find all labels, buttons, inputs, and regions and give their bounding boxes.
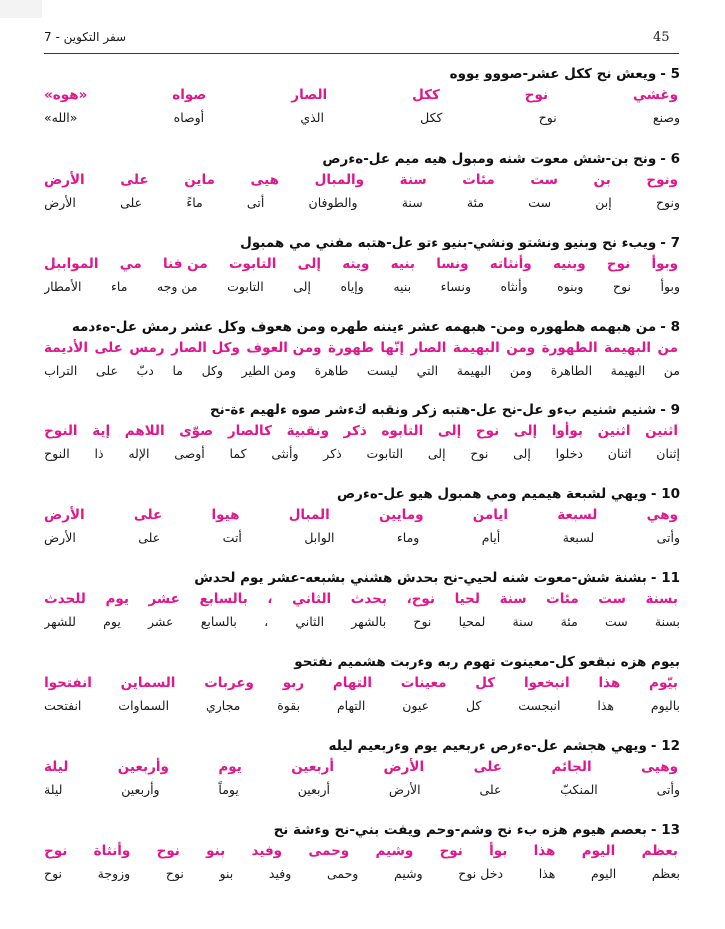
verse-number: 7 -: [660, 235, 680, 251]
gloss-word: انبجست: [518, 697, 561, 713]
arabic-row: [44, 253, 680, 275]
arabic-word: التابوت: [228, 256, 277, 272]
arabic-word: ونسا: [436, 256, 469, 272]
arabic-word: إلى: [297, 256, 321, 272]
arabic-word: اليوم: [581, 843, 616, 859]
arabic-word: معينات: [400, 675, 447, 691]
verse-number: 11 -: [650, 570, 680, 586]
arabic-row: [44, 420, 680, 442]
gloss-word: التراب: [44, 362, 78, 378]
gloss-word: بنو: [219, 865, 234, 881]
gloss-word: ماء: [111, 278, 128, 294]
arabic-word: كل: [475, 675, 496, 691]
arabic-word: وعربات: [204, 675, 254, 691]
gloss-word: النوح: [44, 445, 70, 461]
arabic-word: ذكر: [343, 423, 367, 439]
verse-section: [44, 317, 680, 381]
verse-section: [44, 736, 680, 800]
gloss-word: مئة: [560, 613, 578, 629]
arabic-word: الجائم: [551, 759, 592, 775]
arabic-word: التهام: [332, 675, 372, 691]
gloss-word: أربعين: [297, 781, 331, 797]
gloss-word: مئة: [466, 194, 485, 210]
verse-section: [44, 820, 680, 884]
arabic-word: هيوا: [211, 507, 240, 523]
arabic-word: الأديمة: [44, 340, 88, 356]
arabic-word: بسنة: [645, 591, 678, 607]
gloss-row: [44, 778, 680, 800]
gloss-word: أتت: [222, 529, 242, 545]
gloss-word: الثاني: [295, 613, 325, 629]
arabic-word: ويته: [342, 256, 370, 272]
gloss-word: أيام: [481, 529, 501, 545]
arabic-word: النوح: [44, 423, 78, 439]
arabic-word: للحدث: [44, 591, 86, 607]
arabic-word: وهي: [646, 507, 678, 523]
arabic-word: يوم: [105, 591, 129, 607]
arabic-word: بوأ: [489, 843, 508, 859]
verse-number: 9 -: [660, 402, 680, 418]
gloss-word: الأرض: [44, 194, 76, 210]
header-rule: [44, 53, 679, 54]
gloss-word: اثنان: [607, 445, 632, 461]
arabic-word: سنة: [399, 172, 427, 188]
arabic-row: [44, 672, 680, 694]
arabic-word: بنو: [206, 843, 226, 859]
arabic-word: الصار: [291, 87, 328, 103]
transliteration-text: ويبء نح وبنيو ونشتو ونشي-بنيو ءتو عل-هتبه مفني مي همبول: [240, 235, 657, 251]
gloss-word: ونساء: [440, 278, 471, 294]
arabic-row: [44, 588, 680, 610]
gloss-word: ذكر: [323, 445, 342, 461]
gloss-word: بسنة: [654, 613, 680, 629]
arabic-word: «هوه»: [44, 87, 88, 103]
arabic-word: اللاهم: [124, 423, 165, 439]
gloss-word: ليست: [367, 362, 399, 378]
scan-corner-mark: [0, 0, 42, 18]
gloss-word: انفتحت: [44, 697, 82, 713]
transliteration-text: ويهي لشبعة هيميم ومي همبول هيو عل-هءرص: [336, 486, 647, 502]
gloss-word: أوصاه: [173, 109, 205, 125]
arabic-word: نوح: [439, 843, 463, 859]
gloss-word: ذا: [94, 445, 104, 461]
gloss-word: وأنثى: [271, 445, 299, 461]
gloss-word: بنيه: [393, 278, 412, 294]
running-header: سفر التكوين - 7: [44, 30, 127, 44]
gloss-word: دبّ: [136, 362, 154, 378]
arabic-word: مئات: [462, 172, 495, 188]
gloss-word: الوابل: [304, 529, 335, 545]
gloss-word: التابوت: [227, 278, 264, 294]
gloss-word: وبنوه: [557, 278, 584, 294]
gloss-word: الأرض: [388, 781, 421, 797]
gloss-word: وإياه: [340, 278, 364, 294]
arabic-word: سنة: [499, 591, 527, 607]
gloss-row: [44, 610, 680, 632]
arabic-word: التابوه: [381, 423, 424, 439]
arabic-word: نوح: [606, 256, 631, 272]
transliteration-text: شنيم شنيم بءو عل-نح عل-هتبه زكر ونقبه كءشر صوه ءلهيم ءة-نح: [209, 402, 657, 418]
gloss-word: السماوات: [118, 697, 170, 713]
gloss-word: وبوأ: [660, 278, 680, 294]
gloss-word: بعظم: [651, 865, 680, 881]
verse-section: [44, 233, 680, 297]
verse-section: [44, 652, 680, 716]
arabic-word: ست: [530, 172, 558, 188]
transliteration-text: بعصم هيوم هزه بء نح وشم-وحم ويفت بني-نح وءشة نح: [273, 822, 647, 838]
verse-section: [44, 568, 680, 632]
gloss-word: كما: [229, 445, 247, 461]
arabic-word: الصار: [410, 340, 447, 356]
gloss-word: ونوح: [655, 194, 680, 210]
arabic-word: وشيم: [375, 843, 414, 859]
gloss-word: إبن: [595, 194, 612, 210]
arabic-row: [44, 337, 680, 359]
gloss-word: البهيمة: [610, 362, 646, 378]
arabic-word: وحمى: [308, 843, 350, 859]
transliteration-line: [44, 652, 680, 672]
gloss-word: إلى: [513, 445, 531, 461]
gloss-row: [44, 526, 680, 548]
arabic-word: أربعين: [291, 759, 335, 775]
gloss-word: إلى: [427, 445, 446, 461]
gloss-word: وفيد: [268, 865, 292, 881]
gloss-word: التي: [416, 362, 439, 378]
verse-number: 13 -: [650, 822, 680, 838]
gloss-word: ككل: [420, 109, 443, 125]
verse-section: [44, 149, 680, 213]
arabic-word: مي: [119, 256, 142, 272]
page-number: 45: [653, 30, 670, 45]
arabic-word: الأرض: [383, 759, 425, 775]
transliteration-text: ويعش نح ككل عشر-صووو يووه: [449, 66, 657, 82]
gloss-word: ما: [172, 362, 183, 378]
gloss-word: باليوم: [650, 697, 680, 713]
gloss-word: هذا: [597, 697, 615, 713]
transliteration-line: [44, 317, 680, 337]
arabic-word: البهيمة: [452, 340, 500, 356]
arabic-word: وغشي: [632, 87, 678, 103]
arabic-word: ومن: [506, 340, 536, 356]
arabic-row: [44, 840, 680, 862]
gloss-word: بقوة: [277, 697, 301, 713]
gloss-word: ست: [604, 613, 628, 629]
gloss-row: [44, 862, 680, 884]
arabic-word: طهورة: [327, 340, 374, 356]
arabic-word: نوح: [156, 843, 180, 859]
gloss-word: يوم: [103, 613, 121, 629]
gloss-word: ماءً: [186, 194, 203, 210]
arabic-word: ومايين: [378, 507, 424, 523]
gloss-word: على: [138, 529, 161, 545]
gloss-word: عيون: [402, 697, 430, 713]
arabic-word: بالسابع: [199, 591, 248, 607]
gloss-word: ،: [264, 613, 269, 629]
arabic-word: اثنين: [645, 423, 678, 439]
arabic-word: ونوح: [646, 172, 678, 188]
transliteration-line: [44, 149, 680, 169]
gloss-row: [44, 275, 680, 297]
arabic-word: الثاني: [292, 591, 332, 607]
arabic-word: نوح: [475, 423, 500, 439]
verse-number: 8 -: [660, 319, 680, 335]
transliteration-line: [44, 400, 680, 420]
gloss-word: سنة: [512, 613, 534, 629]
arabic-word: ماين: [184, 172, 215, 188]
arabic-word: نوح: [44, 843, 68, 859]
arabic-word: وبوأ: [651, 256, 678, 272]
arabic-word: وهيى: [641, 759, 678, 775]
gloss-word: التهام: [336, 697, 366, 713]
arabic-word: صواه: [172, 87, 207, 103]
arabic-word: بعظم: [641, 843, 678, 859]
arabic-row: [44, 756, 680, 778]
gloss-word: ومن: [509, 362, 533, 378]
gloss-word: نوح: [613, 278, 632, 294]
gloss-word: البهيمة: [456, 362, 492, 378]
arabic-word: البهيمة: [604, 340, 651, 356]
transliteration-text: من هبهمه هطهوره ومن- هبهمه عشر ءيننه طهره ومن هعوف وكل عشر رمش عل-هءدمه: [71, 319, 657, 335]
gloss-word: التابوت: [366, 445, 404, 461]
gloss-word: الإله: [128, 445, 150, 461]
transliteration-line: [44, 484, 680, 504]
arabic-word: ونقبية: [286, 423, 329, 439]
gloss-word: نوح: [470, 445, 489, 461]
gloss-word: لمحيا: [458, 613, 486, 629]
arabic-word: من فنا: [163, 256, 208, 272]
arabic-word: انفتحوا: [44, 675, 92, 691]
gloss-word: نوح: [413, 613, 432, 629]
gloss-word: نوح: [44, 865, 63, 881]
arabic-word: المواببل: [44, 256, 99, 272]
gloss-word: ليلة: [44, 781, 63, 797]
gloss-row: [44, 442, 680, 464]
arabic-word: نوح: [524, 87, 549, 103]
arabic-word: وكل الصار: [171, 340, 240, 356]
gloss-word: وشيم: [394, 865, 423, 881]
arabic-word: ايامن: [472, 507, 509, 523]
arabic-word: ربو: [282, 675, 305, 691]
arabic-word: هذا: [533, 843, 556, 859]
arabic-word: إلى: [437, 423, 462, 439]
transliteration-text: بشنة شش-معوت شنه لحيي-نح بحدش هشني بشبعه-عشر يوم لحدش: [194, 570, 647, 586]
gloss-word: هذا: [538, 865, 556, 881]
arabic-word: ومن العوف: [246, 340, 322, 356]
arabic-word: وأربعين: [117, 759, 169, 775]
arabic-word: لحيا: [454, 591, 480, 607]
arabic-word: الأرض: [44, 172, 85, 188]
arabic-word: على: [473, 759, 502, 775]
arabic-row: [44, 84, 680, 106]
verse-number: 5 -: [660, 66, 680, 82]
arabic-word: هيى: [250, 172, 280, 188]
gloss-word: نوح: [165, 865, 184, 881]
gloss-word: «الله»: [44, 109, 78, 125]
gloss-word: المنكبّ: [560, 781, 598, 797]
gloss-word: وأتى: [656, 781, 680, 797]
arabic-word: بيّوم: [649, 675, 678, 691]
arabic-word: ،: [267, 591, 273, 607]
gloss-word: دخل نوح: [458, 865, 504, 881]
arabic-word: يوم: [218, 759, 242, 775]
arabic-word: بن: [593, 172, 611, 188]
gloss-word: سنة: [401, 194, 423, 210]
gloss-word: الأمطار: [44, 278, 82, 294]
arabic-word: مئات: [546, 591, 579, 607]
gloss-word: اليوم: [590, 865, 617, 881]
arabic-word: نوح،: [406, 591, 435, 607]
arabic-word: بنيه: [390, 256, 415, 272]
gloss-word: بالشهر: [351, 613, 387, 629]
arabic-word: بحدث: [350, 591, 387, 607]
gloss-word: يوماً: [218, 781, 239, 797]
gloss-word: لسبعة: [562, 529, 595, 545]
verse-section: [44, 400, 680, 464]
gloss-word: طاهرة: [314, 362, 349, 378]
arabic-word: وبنيه: [552, 256, 586, 272]
arabic-word: صوّى: [179, 423, 214, 439]
arabic-word: وأنثاة: [93, 843, 131, 859]
arabic-word: وأنثاته: [489, 256, 532, 272]
gloss-row: [44, 694, 680, 716]
arabic-word: على: [133, 507, 163, 523]
gloss-word: دخلوا: [555, 445, 583, 461]
transliteration-text: ويهي هجشم عل-هءرص ءربعيم يوم وءربعيم ليله: [328, 738, 647, 754]
arabic-word: عشر: [148, 591, 180, 607]
gloss-word: إلى: [293, 278, 311, 294]
arabic-word: من: [657, 340, 678, 356]
gloss-word: بالسابع: [200, 613, 237, 629]
arabic-word: إنّها: [380, 340, 405, 356]
gloss-word: إثنان: [656, 445, 680, 461]
verse-number: 6 -: [660, 151, 680, 167]
gloss-word: ومن الطير: [241, 362, 297, 378]
gloss-row: [44, 106, 680, 128]
transliteration-text: ونح بن-شش معوت شنه ومبول هيه ميم عل-هءرص: [322, 151, 657, 167]
arabic-word: ككل: [412, 87, 440, 103]
arabic-word: على: [120, 172, 149, 188]
arabic-word: وفيد: [251, 843, 283, 859]
arabic-word: هذا: [598, 675, 621, 691]
verse-number: 10 -: [650, 486, 680, 502]
gloss-word: وأنثاه: [500, 278, 528, 294]
transliteration-line: [44, 64, 680, 84]
arabic-row: [44, 504, 680, 526]
arabic-word: ليلة: [44, 759, 69, 775]
transliteration-text: بيوم هزه نبقعو كل-معينوت تهوم ربه وءربت هشميم نفتحو: [294, 654, 680, 670]
gloss-word: كل: [465, 697, 482, 713]
gloss-word: وزوجة: [97, 865, 131, 881]
gloss-word: وماء: [396, 529, 420, 545]
arabic-word: رمس: [129, 340, 165, 356]
gloss-word: الطاهرة: [550, 362, 593, 378]
transliteration-line: [44, 820, 680, 840]
gloss-row: [44, 191, 680, 213]
arabic-word: الطهورة: [541, 340, 598, 356]
gloss-row: [44, 359, 680, 381]
arabic-word: على: [94, 340, 123, 356]
arabic-word: إلى: [513, 423, 538, 439]
transliteration-line: [44, 568, 680, 588]
gloss-word: ست: [528, 194, 552, 210]
arabic-word: اثنين: [597, 423, 631, 439]
arabic-word: كالصار: [227, 423, 272, 439]
gloss-word: على: [95, 362, 118, 378]
arabic-row: [44, 169, 680, 191]
arabic-word: إية: [92, 423, 111, 439]
transliteration-line: [44, 233, 680, 253]
gloss-word: من: [663, 362, 680, 378]
gloss-word: أتى: [246, 194, 265, 210]
gloss-word: وصنع: [652, 109, 680, 125]
arabic-word: لسبعة: [557, 507, 598, 523]
transliteration-line: [44, 736, 680, 756]
gloss-word: والطوفان: [308, 194, 358, 210]
arabic-word: والمبال: [314, 172, 365, 188]
gloss-word: وأربعين: [121, 781, 160, 797]
arabic-word: ست: [598, 591, 626, 607]
gloss-word: على: [479, 781, 502, 797]
gloss-word: على: [120, 194, 143, 210]
verse-section: [44, 64, 680, 128]
gloss-word: وأتى: [656, 529, 680, 545]
arabic-word: بوأوا: [551, 423, 583, 439]
gloss-word: أوصى: [174, 445, 205, 461]
gloss-word: الأرض: [44, 529, 76, 545]
gloss-word: وحمى: [326, 865, 359, 881]
gloss-word: الذي: [300, 109, 324, 125]
gloss-word: مجاري: [205, 697, 241, 713]
arabic-word: الأرض: [44, 507, 85, 523]
gloss-word: نوح: [538, 109, 557, 125]
arabic-word: المبال: [288, 507, 330, 523]
arabic-word: السماين: [120, 675, 176, 691]
arabic-word: انبخعوا: [523, 675, 570, 691]
verse-section: [44, 484, 680, 548]
gloss-word: عشر: [148, 613, 174, 629]
gloss-word: من وجه: [156, 278, 198, 294]
gloss-word: للشهر: [44, 613, 76, 629]
verse-number: 12 -: [650, 738, 680, 754]
gloss-word: وكل: [201, 362, 224, 378]
